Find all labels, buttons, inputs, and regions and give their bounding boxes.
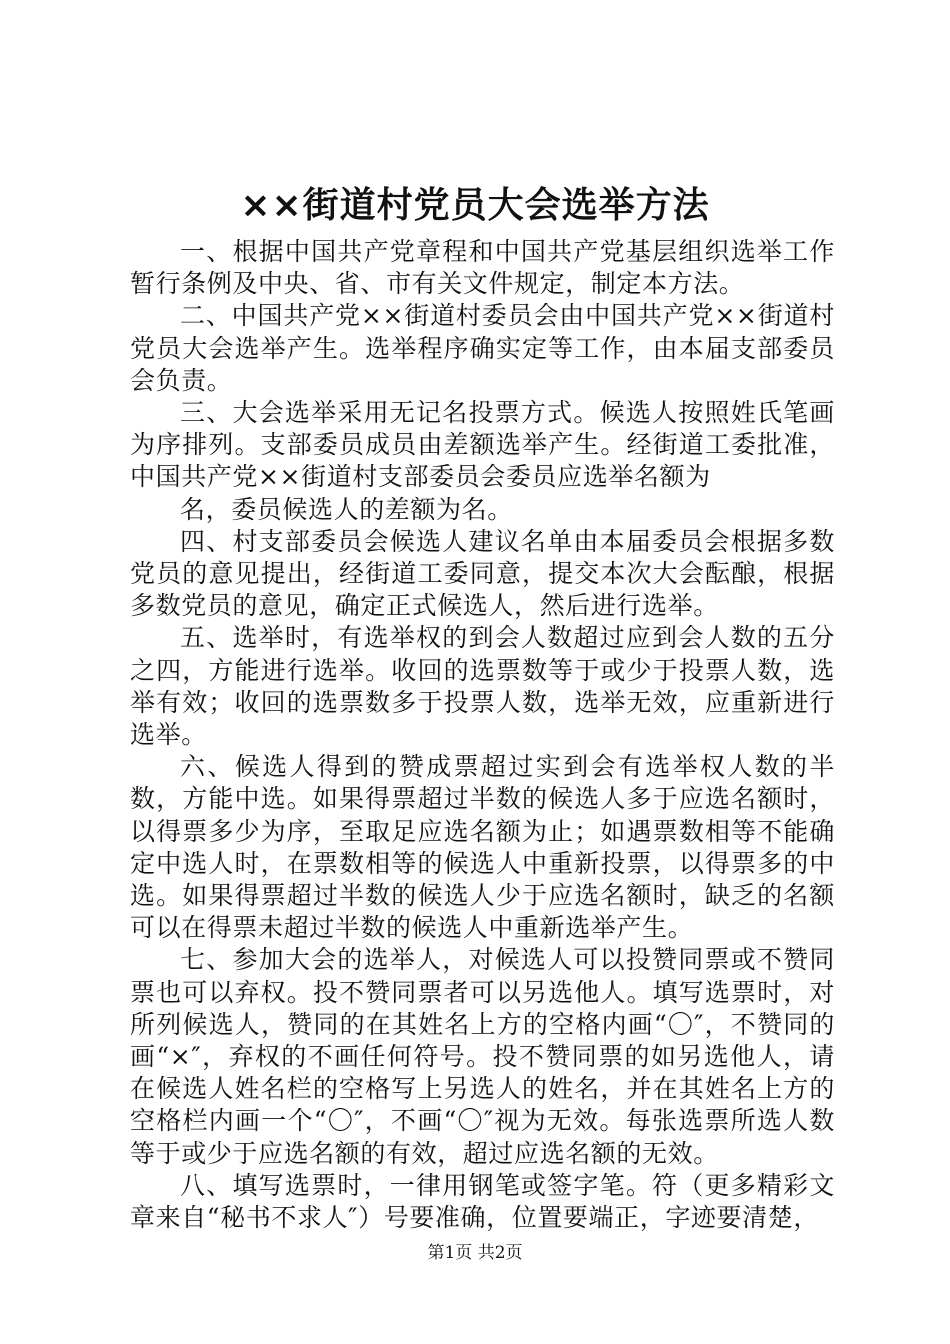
- page-number-footer: 第1页 共2页: [427, 1243, 523, 1263]
- document-body: [130, 236, 835, 1234]
- paragraph: 名，委员候选人的差额为名。: [180, 494, 513, 524]
- paragraph: 四、村支部委员会候选人建议名单由本届委员会根据多数党员的意见提出，经街道工委同意，提交本次大会酝酿，根据多数党员的意见，确定正式候选人，然后进行选举。: [130, 526, 835, 621]
- document-title: ××街道村党员大会选举方法: [240, 185, 710, 226]
- paragraph: 五、选举时，有选举权的到会人数超过应到会人数的五分之四，方能进行选举。收回的选票数等于或少于投票人数，选举有效；收回的选票数多于投票人数，选举无效，应重新进行选举。: [130, 623, 835, 750]
- paragraph: 八、填写选票时，一律用钢笔或签字笔。符（更多精彩文章来自“秘书不求人″）号要准确，位置要端正，字迹要清楚，: [130, 1170, 835, 1233]
- paragraph: 二、中国共产党××街道村委员会由中国共产党××街道村党员大会选举产生。选举程序确实定等工作，由本届支部委员会负责。: [130, 301, 835, 395]
- paragraph: 七、参加大会的选举人，对候选人可以投赞同票或不赞同票也可以弃权。投不赞同票者可以另选他人。填写选票时，对所列候选人，赞同的在其姓名上方的空格内画“〇″，不赞同的画“×″，弃权的不画任何符号。投不赞同票的如另选他人，请在候选人姓名栏的空格写上另选人的姓名，并在其姓名上方的空格栏内画一个“〇″，不画“〇″视为无效。每张选票所选人数等于或少于应选名额的有效，超过应选名额的无效。: [130, 945, 835, 1168]
- paragraph: 一、根据中国共产党章程和中国共产党基层组织选举工作暂行条例及中央、省、市有关文件规定，制定本方法。: [130, 237, 835, 299]
- paragraph: 六、候选人得到的赞成票超过实到会有选举权人数的半数，方能中选。如果得票超过半数的候选人多于应选名额时，以得票多少为序，至取足应选名额为止；如遇票数相等不能确定中选人时，在票数相等的候选人中重新投票，以得票多的中选。如果得票超过半数的候选人少于应选名额时，缺乏的名额可以在得票未超过半数的候选人中重新选举产生。: [130, 752, 835, 943]
- paragraph: 三、大会选举采用无记名投票方式。候选人按照姓氏笔画为序排列。支部委员成员由差额选举产生。经街道工委批准，中国共产党××街道村支部委员会委员应选举名额为: [130, 398, 835, 492]
